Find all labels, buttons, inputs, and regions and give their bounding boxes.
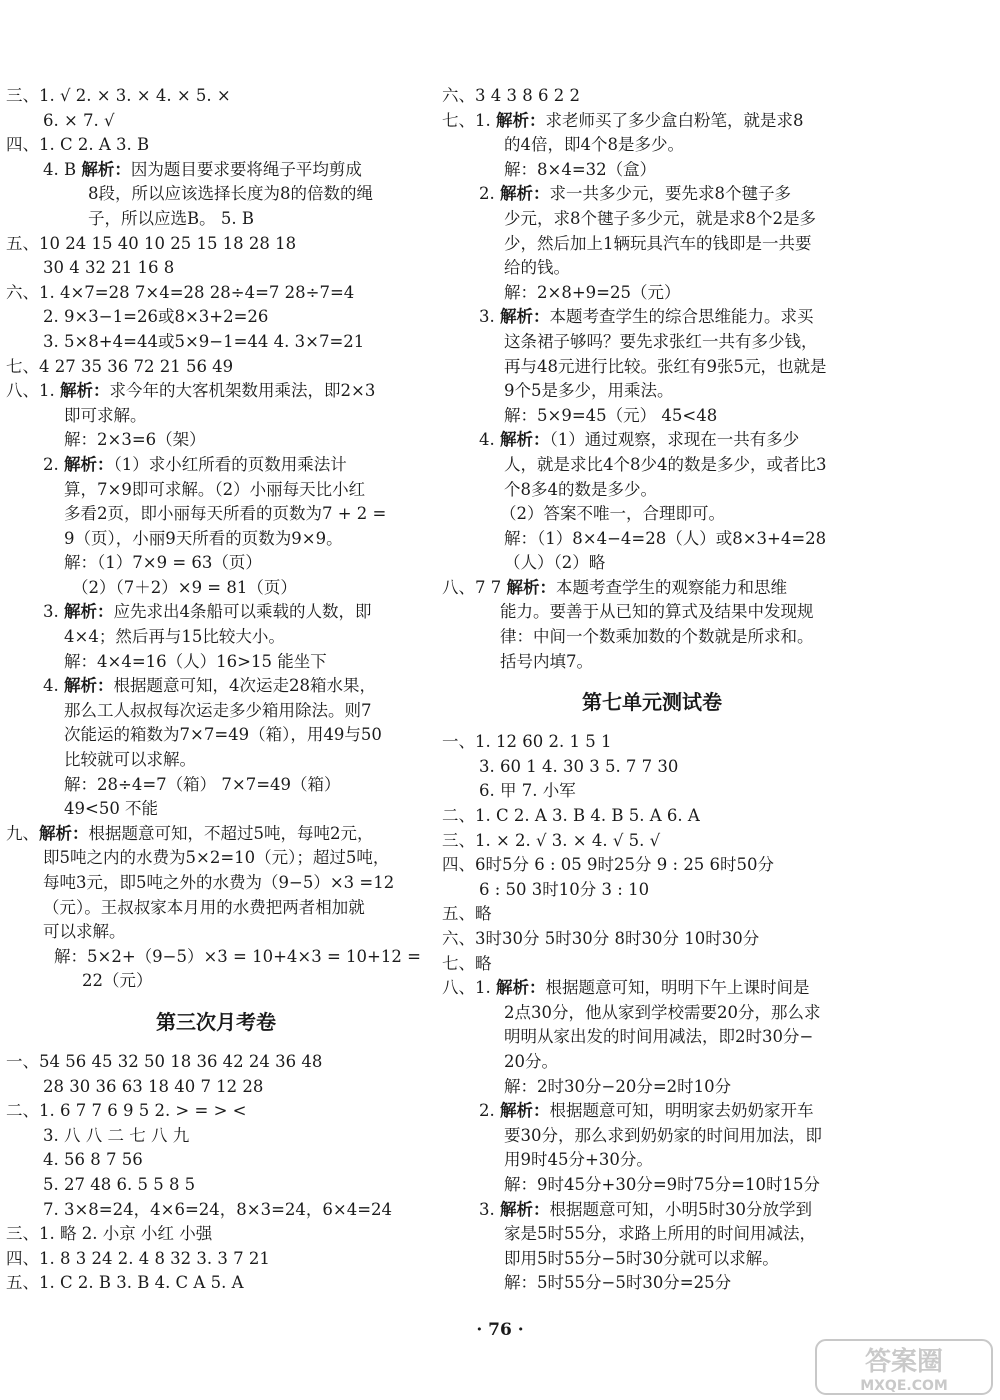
answer-line: 括号内填7。: [500, 651, 593, 671]
answer-line: 三、1. √ 2. × 3. × 4. × 5. ×: [6, 86, 231, 105]
left-column: [6, 84, 426, 1296]
answer-line: 4. 56 8 7 56: [43, 1150, 143, 1170]
answer-line: 即用5时55分−5时30分就可以求解。: [504, 1248, 779, 1268]
answer-line: 个8多4的数是多少。: [504, 479, 657, 499]
answer-line: 能力。要善于从已知的算式及结果中发现规: [500, 602, 814, 622]
answer-line: 解：9时45分+30分=9时75分=10时15分: [504, 1174, 820, 1194]
answer-line: 28 30 36 63 18 40 7 12 28: [43, 1076, 264, 1096]
answer-line: 7. 3×8=24，4×6=24，8×3=24，6×4=24: [43, 1199, 393, 1219]
answer-line: 子，所以应选B。 5. B: [88, 208, 254, 228]
answer-line: 49<50 不能: [64, 799, 159, 819]
answer-line: 20分。: [504, 1051, 558, 1071]
answer-line: 2. 9×3−1=26或8×3+2=26: [43, 307, 269, 327]
answer-line: 一、54 56 45 32 50 18 36 42 24 36 48: [6, 1051, 323, 1071]
answer-line: 七、略: [442, 953, 492, 973]
answer-line: 9（页），小丽9天所看的页数为9×9。: [64, 528, 343, 548]
answer-line: 六、1. 4×7=28 7×4=28 28÷4=7 28÷7=4: [6, 282, 355, 302]
answer-line: 2. 解析：求一共多少元，要先求8个毽子多: [479, 184, 791, 204]
answer-line: 6 : 50 3时10分 3 : 10: [479, 879, 650, 899]
answer-line: 比较就可以求解。: [64, 750, 196, 770]
answer-line: 要30分，那么求到奶奶家的时间用加法，即: [504, 1125, 822, 1145]
answer-line: 4×4；然后再与15比较大小。: [64, 627, 285, 647]
answer-line: 9个5是多少，用乘法。: [504, 381, 674, 401]
answer-line: 3. 5×8+4=44或5×9−1=44 4. 3×7=21: [43, 331, 365, 351]
answer-line: 2. 解析：根据题意可知，明明家去奶奶家开车: [479, 1101, 814, 1121]
answer-line: 四、6时5分 6 : 05 9时25分 9 : 25 6时50分: [442, 855, 775, 875]
answer-line: （2）（7＋2）×9 = 81（页）: [72, 577, 297, 597]
site-watermark-logo: [814, 1338, 994, 1396]
answer-line: 解：4×4=16（人）16>15 能坐下: [64, 651, 327, 671]
answer-line: 22（元）: [82, 971, 153, 991]
svg-text:MXQE.COM: MXQE.COM: [860, 1378, 948, 1394]
answer-line: （2）答案不唯一，合理即可。: [500, 504, 725, 524]
answer-line: 3. 八 八 二 七 八 九: [43, 1125, 190, 1145]
answer-line: 解：5×2+（9−5）×3 = 10+4×3 = 10+12 =: [54, 946, 421, 966]
answer-line: 5. 27 48 6. 5 5 8 5: [43, 1174, 196, 1194]
answer-line: 七、4 27 35 36 72 21 56 49: [6, 356, 234, 376]
answer-line: 算，7×9即可求解。（2）小丽每天比小红: [64, 479, 366, 499]
answer-line: 一、1. 12 60 2. 1 5 1: [442, 732, 612, 752]
answer-line: （元）。王叔叔家本月用的水费把两者相加就: [43, 897, 365, 917]
answer-line: 家是5时55分，求路上所用的时间用减法，: [504, 1224, 816, 1244]
answer-line: 少元，求8个毽子多少元，就是求8个2是多: [504, 208, 816, 228]
answer-line: 二、1. 6 7 7 6 9 5 2. > = > <: [6, 1101, 247, 1121]
right-column: [442, 84, 862, 1296]
answer-line: 的4倍，即4个8是多少。: [504, 135, 684, 155]
answer-line: 可以求解。: [43, 922, 126, 942]
answer-line: 明明从家出发的时间用减法，即2时30分−: [504, 1027, 814, 1047]
answer-line: 解：2×8+9=25（元）: [504, 282, 681, 302]
answer-line: 6. × 7. √: [43, 110, 115, 130]
svg-text:答案圈: 答案圈: [864, 1347, 944, 1377]
answer-line: 4. 解析：（1）通过观察，求现在一共有多少: [479, 430, 800, 450]
answer-line: 八、1. 解析：根据题意可知，明明下午上课时间是: [442, 978, 810, 998]
answer-line: 二、1. C 2. A 3. B 4. B 5. A 6. A: [442, 806, 700, 826]
answer-line: 四、1. 8 3 24 2. 4 8 32 3. 3 7 21: [6, 1248, 270, 1268]
answer-line: 这条裙子够吗？要先求张红一共有多少钱，: [504, 331, 818, 351]
answer-line: 解：2×3=6（架）: [64, 430, 206, 450]
answer-line: 每吨3元，即5吨之外的水费为（9−5）×3 =12: [43, 873, 395, 892]
answer-line: 8段，所以应该选择长度为8的倍数的绳: [88, 184, 373, 204]
answer-line: 律：中间一个数乘加数的个数就是所求和。: [500, 627, 814, 647]
answer-line: 4. B 解析：因为题目要求要将绳子平均剪成: [43, 159, 362, 179]
answer-line: 解：（1）8×4−4=28（人）或8×3+4=28: [504, 528, 827, 548]
answer-line: 2. 解析：（1）求小红所看的页数用乘法计: [43, 454, 347, 474]
answer-line: 解：28÷4=7（箱） 7×7=49（箱）: [64, 774, 341, 794]
answer-line: 那么工人叔叔每次运走多少箱用除法。则7: [64, 700, 372, 720]
answer-line: 八、1. 解析：求今年的大客机架数用乘法，即2×3: [6, 381, 376, 401]
answer-line: 次能运的箱数为7×7=49（箱），用49与50: [64, 725, 382, 745]
section-heading: 第七单元测试卷: [582, 690, 722, 715]
answer-line: 3. 解析：本题考查学生的综合思维能力。求买: [479, 307, 814, 327]
answer-line: （人）（2）略: [504, 553, 606, 573]
answer-line: 六、3 4 3 8 6 2 2: [442, 86, 580, 105]
answer-line: 三、1. × 2. √ 3. × 4. √ 5. √: [442, 830, 661, 850]
answer-line: 给的钱。: [504, 258, 570, 278]
answer-line: 六、3时30分 5时30分 8时30分 10时30分: [442, 929, 760, 948]
answer-line: 3. 60 1 4. 30 3 5. 7 7 30: [479, 756, 679, 776]
answer-line: 4. 解析：根据题意可知，4次运走28箱水果，: [43, 676, 376, 696]
section-heading: 第三次月考卷: [156, 1009, 276, 1034]
answer-line: 八、7 7 解析：本题考查学生的观察能力和思维: [442, 577, 787, 597]
answer-line: 解：2时30分−20分=2时10分: [504, 1076, 732, 1096]
page-number: · 76 ·: [476, 1320, 524, 1340]
answer-line: 3. 解析：应先求出4条船可以乘载的人数，即: [43, 602, 372, 622]
answer-line: 解：5时55分−5时30分=25分: [504, 1273, 732, 1293]
answer-line: 即可求解。: [64, 405, 147, 425]
answer-line: 三、1. 略 2. 小京 小红 小强: [6, 1224, 213, 1244]
answer-line: 6. 甲 7. 小军: [479, 781, 576, 801]
answer-line: 多看2页，即小丽每天所看的页数为7 + 2 =: [64, 504, 387, 524]
answer-line: 五、10 24 15 40 10 25 15 18 28 18: [6, 233, 297, 253]
answer-line: 解：8×4=32（盒）: [504, 159, 657, 179]
answer-line: 再与48元进行比较。张红有9张5元，也就是: [504, 356, 827, 376]
watermark-icon: [814, 1338, 994, 1396]
answer-line: 九、解析：根据题意可知，不超过5吨，每吨2元，: [6, 823, 374, 843]
answer-line: 3. 解析：根据题意可知，小明5时30分放学到: [479, 1199, 812, 1219]
answer-line: 30 4 32 21 16 8: [43, 258, 175, 278]
answer-line: 五、略: [442, 904, 492, 924]
answer-line: 即5吨之内的水费为5×2=10（元）；超过5吨，: [43, 848, 390, 868]
answer-line: 2点30分，他从家到学校需要20分，那么求: [504, 1002, 821, 1022]
answer-line: 少，然后加上1辆玩具汽车的钱即是一共要: [504, 233, 812, 253]
answer-line: 用9时45分+30分。: [504, 1150, 653, 1170]
answer-line: 解：5×9=45（元） 45<48: [504, 405, 718, 425]
answer-line: 人，就是求比4个8少4的数是多少，或者比3: [504, 454, 827, 474]
answer-line: 四、1. C 2. A 3. B: [6, 135, 150, 155]
answer-line: 解：（1）7×9 = 63（页）: [64, 553, 262, 573]
answer-line: 五、1. C 2. B 3. B 4. C A 5. A: [6, 1273, 244, 1293]
answer-line: 七、1. 解析：求老师买了多少盒白粉笔，就是求8: [442, 110, 804, 130]
